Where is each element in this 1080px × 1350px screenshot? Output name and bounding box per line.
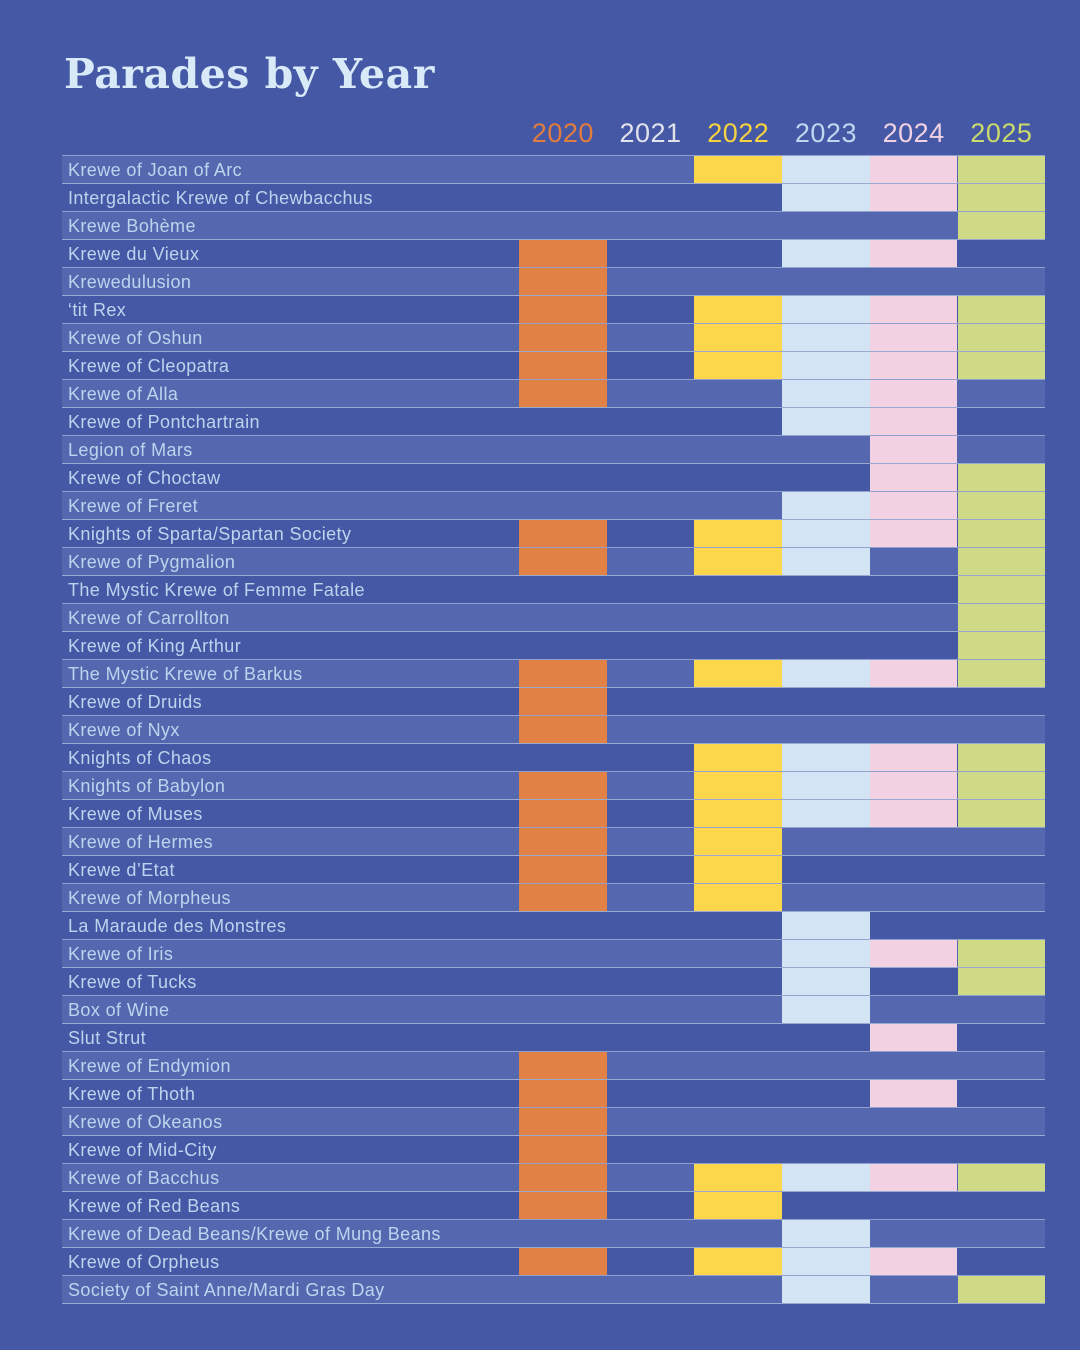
parade-name: ‘tit Rex: [68, 300, 127, 320]
parade-name: Legion of Mars: [68, 440, 193, 460]
parade-row: [62, 1052, 1045, 1080]
parade-year-grid: [62, 155, 1045, 1304]
year-cell-2023: [782, 996, 870, 1023]
parade-row: [62, 632, 1045, 660]
year-cell-2020: [519, 828, 607, 855]
year-cell-2024: [870, 1248, 958, 1275]
year-cell-2022: [694, 352, 782, 379]
year-cell-2025: [958, 772, 1046, 799]
year-cell-2020: [519, 520, 607, 547]
year-cell-2022: [694, 828, 782, 855]
year-cell-2020: [519, 1108, 607, 1135]
year-cell-2020: [519, 1248, 607, 1275]
parade-name: Krewe of Tucks: [68, 972, 197, 992]
parade-row: [62, 996, 1045, 1024]
year-cell-2020: [519, 324, 607, 351]
year-cell-2020: [519, 268, 607, 295]
parade-name: Knights of Babylon: [68, 776, 226, 796]
year-header-2025: 2025: [970, 118, 1033, 148]
parade-row: [62, 772, 1045, 800]
year-cell-2020: [519, 1192, 607, 1219]
parade-row: [62, 352, 1045, 380]
year-cell-2023: [782, 1248, 870, 1275]
year-cell-2023: [782, 352, 870, 379]
parade-row: [62, 716, 1045, 744]
parade-row: [62, 1108, 1045, 1136]
year-cell-2023: [782, 1164, 870, 1191]
year-cell-2024: [870, 436, 958, 463]
year-cell-2025: [958, 156, 1046, 183]
year-cell-2025: [958, 632, 1046, 659]
parade-name: Krewe of Morpheus: [68, 888, 231, 908]
parade-name: Krewe of Alla: [68, 384, 179, 404]
year-cell-2022: [694, 156, 782, 183]
year-cell-2023: [782, 520, 870, 547]
parade-row: [62, 520, 1045, 548]
year-cell-2024: [870, 408, 958, 435]
parade-row: [62, 884, 1045, 912]
parade-row: [62, 1248, 1045, 1276]
parade-row: [62, 828, 1045, 856]
year-cell-2024: [870, 1080, 958, 1107]
parade-name: Krewe of Red Beans: [68, 1196, 241, 1216]
year-cell-2020: [519, 688, 607, 715]
parade-name: Krewe of Pygmalion: [68, 552, 236, 572]
parade-name: The Mystic Krewe of Femme Fatale: [68, 580, 365, 600]
year-cell-2022: [694, 744, 782, 771]
year-header-2021: 2021: [619, 118, 682, 148]
year-cell-2022: [694, 520, 782, 547]
parade-name: Krewedulusion: [68, 272, 192, 292]
parade-row: [62, 856, 1045, 884]
year-cell-2025: [958, 520, 1046, 547]
year-cell-2024: [870, 184, 958, 211]
year-cell-2023: [782, 324, 870, 351]
year-cell-2024: [870, 520, 958, 547]
year-cell-2020: [519, 1052, 607, 1079]
parade-name: Krewe of Muses: [68, 804, 203, 824]
year-cell-2025: [958, 184, 1046, 211]
parade-row: [62, 744, 1045, 772]
year-cell-2023: [782, 1220, 870, 1247]
parade-row: [62, 912, 1045, 940]
parade-row: [62, 1192, 1045, 1220]
year-cell-2025: [958, 492, 1046, 519]
year-cell-2023: [782, 492, 870, 519]
year-cell-2024: [870, 492, 958, 519]
year-cell-2025: [958, 576, 1046, 603]
year-cell-2020: [519, 1164, 607, 1191]
parade-name: Krewe of Bacchus: [68, 1168, 220, 1188]
year-cell-2024: [870, 240, 958, 267]
year-cell-2023: [782, 184, 870, 211]
year-cell-2024: [870, 744, 958, 771]
year-cell-2025: [958, 940, 1046, 967]
year-cell-2023: [782, 968, 870, 995]
parade-name: Krewe of Okeanos: [68, 1112, 223, 1132]
parade-name: Krewe of Pontchartrain: [68, 412, 260, 432]
year-cell-2025: [958, 324, 1046, 351]
year-cell-2022: [694, 324, 782, 351]
year-cell-2025: [958, 1276, 1046, 1303]
year-cell-2020: [519, 1080, 607, 1107]
year-cell-2022: [694, 856, 782, 883]
parade-name: Krewe of Nyx: [68, 720, 180, 740]
parade-row: [62, 324, 1045, 352]
year-cell-2024: [870, 156, 958, 183]
parade-row: [62, 688, 1045, 716]
year-cell-2020: [519, 884, 607, 911]
year-cell-2022: [694, 884, 782, 911]
year-cell-2022: [694, 800, 782, 827]
parade-row: [62, 212, 1045, 240]
parade-name: Knights of Chaos: [68, 748, 212, 768]
year-cell-2023: [782, 408, 870, 435]
parade-name: Krewe of Thoth: [68, 1084, 196, 1104]
parade-name: Krewe d’Etat: [68, 860, 175, 880]
parade-name: Krewe of Druids: [68, 692, 203, 712]
parade-row: [62, 940, 1045, 968]
year-cell-2024: [870, 464, 958, 491]
year-cell-2024: [870, 1164, 958, 1191]
year-cell-2023: [782, 296, 870, 323]
year-cell-2024: [870, 660, 958, 687]
parade-row: [62, 1276, 1045, 1304]
parade-row: [62, 576, 1045, 604]
parade-row: [62, 660, 1045, 688]
parade-name: Krewe of Orpheus: [68, 1252, 220, 1272]
year-cell-2020: [519, 856, 607, 883]
parade-name: The Mystic Krewe of Barkus: [68, 664, 303, 684]
parade-name: Krewe of Oshun: [68, 328, 203, 348]
parade-name: Krewe Bohème: [68, 216, 196, 236]
year-cell-2023: [782, 660, 870, 687]
year-cell-2020: [519, 772, 607, 799]
parade-name: Krewe of Choctaw: [68, 468, 221, 488]
year-cell-2023: [782, 744, 870, 771]
parade-row: [62, 604, 1045, 632]
parade-row: [62, 408, 1045, 436]
year-cell-2025: [958, 744, 1046, 771]
parade-name: Krewe of Endymion: [68, 1056, 231, 1076]
year-header-row: [62, 116, 1045, 150]
parade-row: [62, 492, 1045, 520]
year-cell-2024: [870, 1024, 958, 1051]
year-cell-2024: [870, 380, 958, 407]
year-cell-2025: [958, 968, 1046, 995]
year-cell-2023: [782, 548, 870, 575]
parade-row: [62, 1024, 1045, 1052]
parade-row: [62, 464, 1045, 492]
year-cell-2022: [694, 1192, 782, 1219]
year-header-2024: 2024: [882, 118, 945, 148]
year-cell-2020: [519, 548, 607, 575]
parade-row: [62, 1136, 1045, 1164]
parade-row: [62, 548, 1045, 576]
year-cell-2024: [870, 940, 958, 967]
parade-name: Box of Wine: [68, 1000, 170, 1020]
year-cell-2025: [958, 604, 1046, 631]
parade-name: Krewe of Hermes: [68, 832, 214, 852]
year-cell-2022: [694, 772, 782, 799]
year-cell-2023: [782, 800, 870, 827]
parade-name: Society of Saint Anne/Mardi Gras Day: [68, 1280, 385, 1300]
parade-row: [62, 268, 1045, 296]
year-cell-2025: [958, 1164, 1046, 1191]
year-cell-2024: [870, 352, 958, 379]
year-cell-2025: [958, 548, 1046, 575]
year-cell-2020: [519, 716, 607, 743]
year-cell-2025: [958, 212, 1046, 239]
parade-name: Intergalactic Krewe of Chewbacchus: [68, 188, 373, 208]
year-cell-2020: [519, 660, 607, 687]
year-cell-2020: [519, 352, 607, 379]
year-cell-2024: [870, 296, 958, 323]
chart-title: Parades by Year: [64, 50, 435, 98]
year-cell-2022: [694, 1164, 782, 1191]
year-cell-2023: [782, 912, 870, 939]
parade-row: [62, 1080, 1045, 1108]
parade-row: [62, 296, 1045, 324]
year-cell-2025: [958, 352, 1046, 379]
year-header-2023: 2023: [794, 118, 857, 148]
parade-name: Knights of Sparta/Spartan Society: [68, 524, 352, 544]
year-cell-2023: [782, 156, 870, 183]
year-cell-2020: [519, 380, 607, 407]
parade-row: [62, 1164, 1045, 1192]
year-header-2020: 2020: [531, 118, 594, 148]
parade-name: Slut Strut: [68, 1028, 147, 1048]
parade-row: [62, 240, 1045, 268]
year-cell-2020: [519, 800, 607, 827]
year-cell-2025: [958, 296, 1046, 323]
year-cell-2023: [782, 240, 870, 267]
parade-row: [62, 380, 1045, 408]
year-cell-2023: [782, 380, 870, 407]
year-cell-2023: [782, 772, 870, 799]
parade-name: La Maraude des Monstres: [68, 916, 287, 936]
parade-row: [62, 1220, 1045, 1248]
parade-row: [62, 800, 1045, 828]
year-cell-2023: [782, 1276, 870, 1303]
parade-name: Krewe of Dead Beans/Krewe of Mung Beans: [68, 1224, 441, 1244]
parade-row: [62, 156, 1045, 184]
parade-name: Krewe du Vieux: [68, 244, 200, 264]
year-cell-2024: [870, 324, 958, 351]
parade-row: [62, 184, 1045, 212]
year-cell-2022: [694, 660, 782, 687]
parade-name: Krewe of Joan of Arc: [68, 160, 243, 180]
year-header-2022: 2022: [707, 118, 770, 148]
parade-row: [62, 968, 1045, 996]
year-cell-2024: [870, 800, 958, 827]
parade-row: [62, 436, 1045, 464]
year-cell-2023: [782, 940, 870, 967]
parade-name: Krewe of Cleopatra: [68, 356, 230, 376]
parade-name: Krewe of Mid-City: [68, 1140, 217, 1160]
parade-name: Krewe of King Arthur: [68, 636, 242, 656]
year-cell-2025: [958, 800, 1046, 827]
year-cell-2020: [519, 240, 607, 267]
year-cell-2024: [870, 772, 958, 799]
parade-name: Krewe of Carrollton: [68, 608, 230, 628]
year-cell-2022: [694, 296, 782, 323]
year-cell-2020: [519, 296, 607, 323]
year-cell-2025: [958, 464, 1046, 491]
parade-name: Krewe of Iris: [68, 944, 174, 964]
parade-name: Krewe of Freret: [68, 496, 199, 516]
year-cell-2020: [519, 1136, 607, 1163]
year-cell-2025: [958, 660, 1046, 687]
year-cell-2022: [694, 548, 782, 575]
year-cell-2022: [694, 1248, 782, 1275]
